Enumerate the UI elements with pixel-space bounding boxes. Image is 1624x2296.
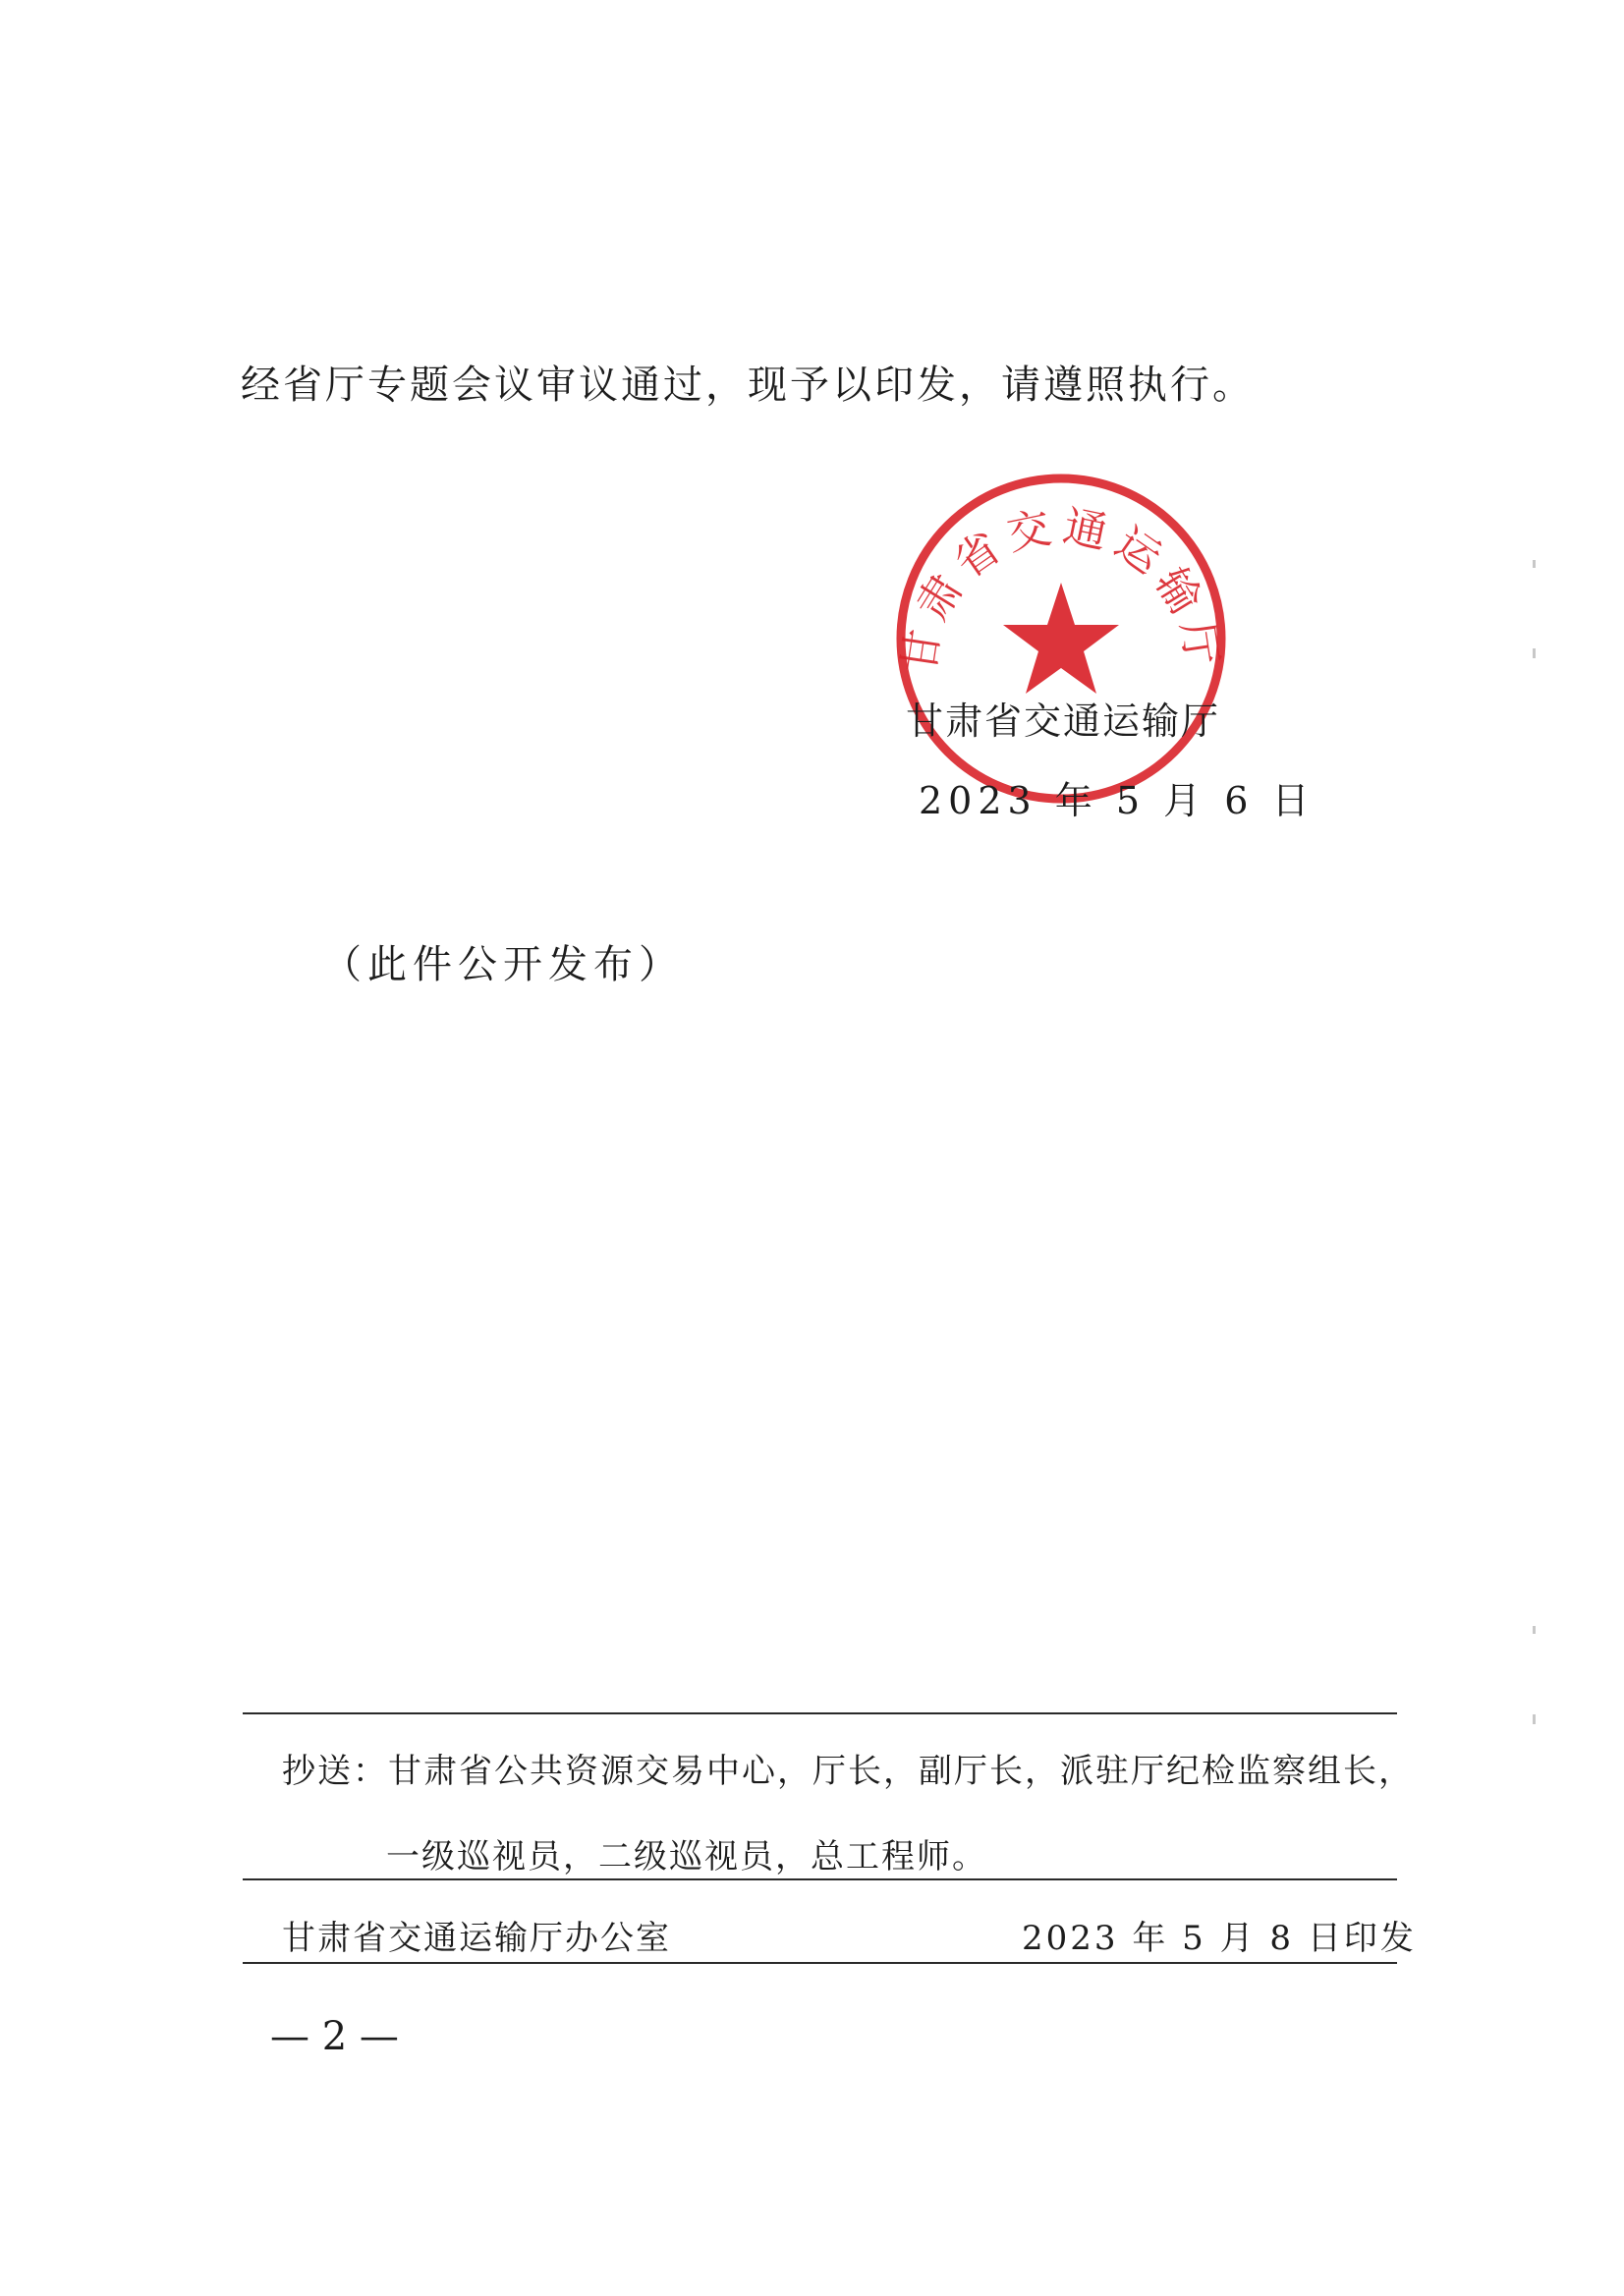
scan-speck <box>1533 560 1536 568</box>
star-icon <box>1003 583 1119 694</box>
footer-top-rule <box>243 1712 1397 1714</box>
cc-line-2: 一级巡视员，二级巡视员，总工程师。 <box>386 1837 987 1876</box>
page-number: — 2 — <box>270 2014 399 2059</box>
sign-date: 2023 年 5 月 6 日 <box>919 779 1316 822</box>
scan-speck <box>1533 648 1536 658</box>
scan-speck <box>1533 1626 1536 1634</box>
issuing-office: 甘肃省交通运输厅办公室 <box>282 1919 671 1958</box>
scan-speck <box>1533 1714 1536 1724</box>
issuer-name: 甘肃省交通运输厅 <box>906 700 1221 743</box>
print-date: 2023 年 5 月 8 日印发 <box>1022 1919 1417 1958</box>
body-text: 经省厅专题会议审议通过，现予以印发，请遵照执行。 <box>241 363 1255 408</box>
footer-middle-rule <box>243 1878 1397 1880</box>
footer-bottom-rule <box>243 1962 1397 1964</box>
disclosure-note: （此件公开发布） <box>322 942 684 987</box>
official-seal <box>889 467 1233 811</box>
cc-line-1: 抄送：甘肃省公共资源交易中心，厅长，副厅长，派驻厅纪检监察组长， <box>282 1752 1414 1791</box>
seal-text: 甘肃省交通运输厅 <box>894 501 1228 677</box>
